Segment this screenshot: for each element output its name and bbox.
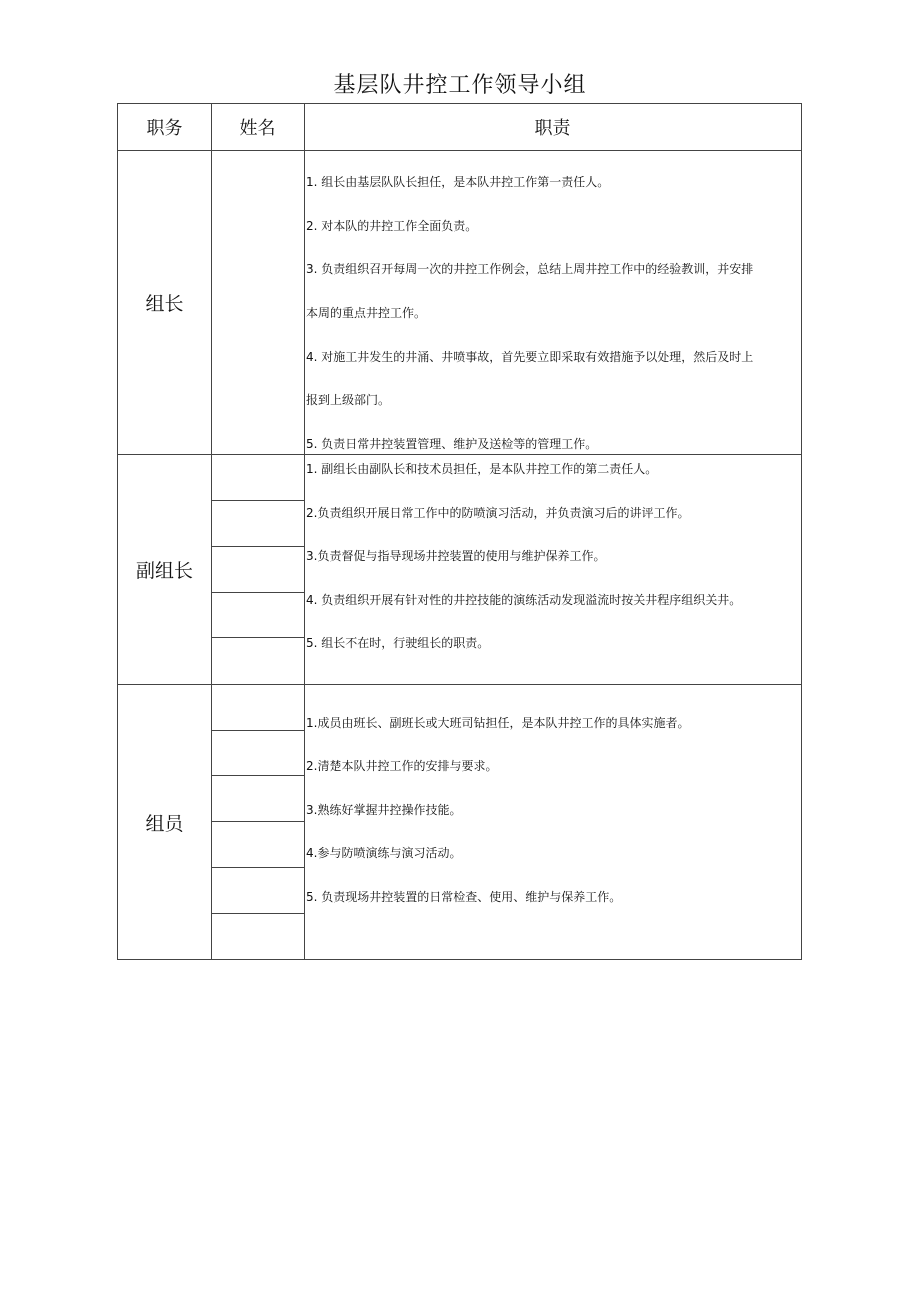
header-name: 姓名 <box>239 118 276 139</box>
name-input-deputy[interactable] <box>213 501 305 546</box>
duty-line: 3.负责督促与指导现场井控装置的使用与维护保养工作。 <box>306 549 606 563</box>
name-input-deputy[interactable] <box>213 593 305 637</box>
duty-line: 2.负责组织开展日常工作中的防喷演习活动，并负责演习后的讲评工作。 <box>306 506 690 520</box>
header-duty: 职责 <box>534 118 571 139</box>
page-title: 基层队井控工作领导小组 <box>333 73 587 98</box>
duty-line: 4. 对施工井发生的井涌、井喷事故，首先要立即采取有效措施予以处理，然后及时上 <box>306 350 754 364</box>
name-input-member[interactable] <box>213 685 305 730</box>
role-deputy-leader: 副组长 <box>135 560 193 582</box>
role-leader: 组长 <box>145 293 184 315</box>
duty-line: 3.熟练好掌握井控操作技能。 <box>306 803 462 817</box>
name-input-deputy[interactable] <box>213 455 305 500</box>
name-input-member[interactable] <box>213 776 305 821</box>
duty-line: 本周的重点井控工作。 <box>306 306 427 320</box>
duty-line: 5. 组长不在时，行驶组长的职责。 <box>306 636 490 650</box>
role-member: 组员 <box>145 813 184 835</box>
duty-line: 1. 副组长由副队长和技术员担任，是本队井控工作的第二责任人。 <box>306 462 658 476</box>
name-input-leader[interactable] <box>213 151 305 454</box>
leadership-table <box>117 103 802 960</box>
duty-line: 4.参与防喷演练与演习活动。 <box>306 846 462 860</box>
duty-line: 1.成员由班长、副班长或大班司钻担任，是本队井控工作的具体实施者。 <box>306 716 690 730</box>
duty-line: 1. 组长由基层队队长担任，是本队井控工作第一责任人。 <box>306 175 610 189</box>
duty-line: 报到上级部门。 <box>306 393 391 407</box>
name-input-member[interactable] <box>213 914 305 959</box>
name-input-member[interactable] <box>213 868 305 913</box>
name-input-member[interactable] <box>213 822 305 867</box>
name-input-member[interactable] <box>213 731 305 775</box>
duty-line: 2. 对本队的井控工作全面负责。 <box>306 219 478 233</box>
duty-line: 3. 负责组织召开每周一次的井控工作例会，总结上周井控工作中的经验教训，并安排 <box>306 262 754 276</box>
name-input-deputy[interactable] <box>213 638 305 683</box>
duty-line: 5. 负责现场井控装置的日常检查、使用、维护与保养工作。 <box>306 890 622 904</box>
header-position: 职务 <box>146 118 183 139</box>
name-input-deputy[interactable] <box>213 547 305 592</box>
duty-line: 2.清楚本队井控工作的安排与要求。 <box>306 759 498 773</box>
duty-line: 5. 负责日常井控装置管理、维护及送检等的管理工作。 <box>306 437 598 451</box>
column-divider <box>211 104 212 959</box>
duty-line: 4. 负责组织开展有针对性的井控技能的演练活动发现溢流时按关井程序组织关井。 <box>306 593 742 607</box>
